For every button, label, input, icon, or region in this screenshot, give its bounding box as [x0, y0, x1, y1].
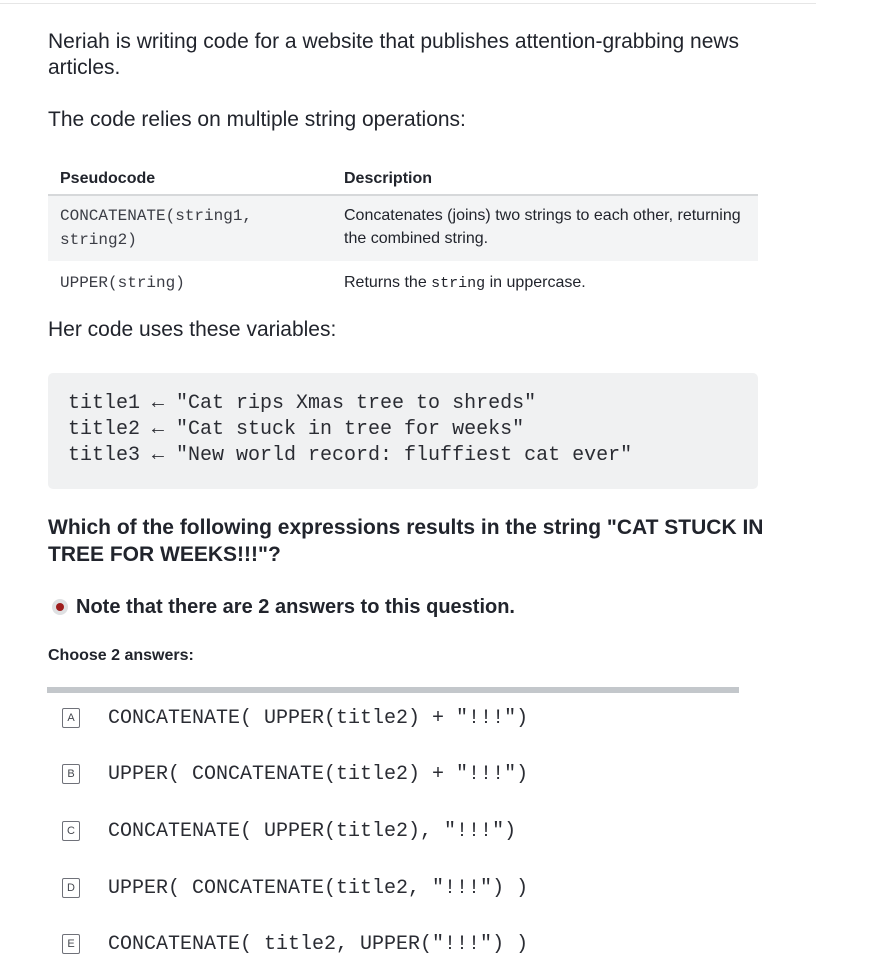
- choice-letter-box[interactable]: E: [62, 934, 80, 954]
- table-header-row: [48, 162, 758, 195]
- choice-text[interactable]: CONCATENATE( title2, UPPER("!!!") ): [108, 932, 529, 956]
- code-line: string2): [60, 231, 137, 249]
- desc-inline-code: string: [431, 275, 486, 292]
- header-pseudocode: Pseudocode: [48, 162, 332, 195]
- choice-letter-box[interactable]: C: [62, 821, 80, 841]
- choose-instruction: Choose 2 answers:: [48, 647, 194, 664]
- description-cell: Concatenates (joins) two strings to each other, returning the combined string.: [332, 195, 758, 261]
- choice-letter-box[interactable]: D: [62, 878, 80, 898]
- choice-text[interactable]: CONCATENATE( UPPER(title2), "!!!"): [108, 819, 517, 843]
- choice-e[interactable]: [62, 931, 528, 957]
- code-line: CONCATENATE(string1,: [60, 207, 253, 225]
- code-line-title1: title1 ← "Cat rips Xmas tree to shreds": [68, 392, 537, 415]
- header-description: Description: [332, 162, 758, 195]
- question-text: Which of the following expressions results in the string "CAT STUCK IN TREE FOR WEEKS!!!"?: [48, 516, 764, 566]
- code-block: [48, 373, 758, 489]
- choice-d[interactable]: [62, 875, 528, 901]
- desc-text: Returns the: [344, 274, 432, 291]
- operations-table: [48, 162, 758, 303]
- code-line-title2: title2 ← "Cat stuck in tree for weeks": [68, 418, 525, 441]
- choices-divider: [47, 687, 739, 693]
- code-line-title3: title3 ← "New world record: fluffiest cat ever": [68, 444, 633, 467]
- choice-text[interactable]: UPPER( CONCATENATE(title2) + "!!!"): [108, 762, 529, 786]
- choice-c[interactable]: [62, 818, 516, 844]
- table-row: [48, 195, 758, 261]
- choice-a[interactable]: [62, 705, 528, 731]
- pseudocode-cell: [48, 195, 332, 261]
- radio-dot-icon: [52, 599, 68, 615]
- operations-intro: The code relies on multiple string operations:: [48, 108, 466, 131]
- note-text: Note that there are 2 answers to this question.: [76, 596, 515, 618]
- description-cell: [332, 261, 758, 303]
- intro-paragraph: Neriah is writing code for a website that publishes attention-grabbing news articles.: [48, 30, 740, 79]
- desc-text: in uppercase.: [485, 274, 586, 291]
- pseudocode-cell: UPPER(string): [60, 274, 185, 292]
- choice-b[interactable]: [62, 761, 528, 787]
- variables-intro: Her code uses these variables:: [48, 318, 337, 341]
- top-divider: [0, 0, 816, 4]
- choice-text[interactable]: CONCATENATE( UPPER(title2) + "!!!"): [108, 706, 529, 730]
- choice-letter-box[interactable]: A: [62, 708, 80, 728]
- choice-letter-box[interactable]: B: [62, 764, 80, 784]
- choice-text[interactable]: UPPER( CONCATENATE(title2, "!!!") ): [108, 876, 529, 900]
- table-row: [48, 261, 758, 303]
- note: [52, 594, 515, 620]
